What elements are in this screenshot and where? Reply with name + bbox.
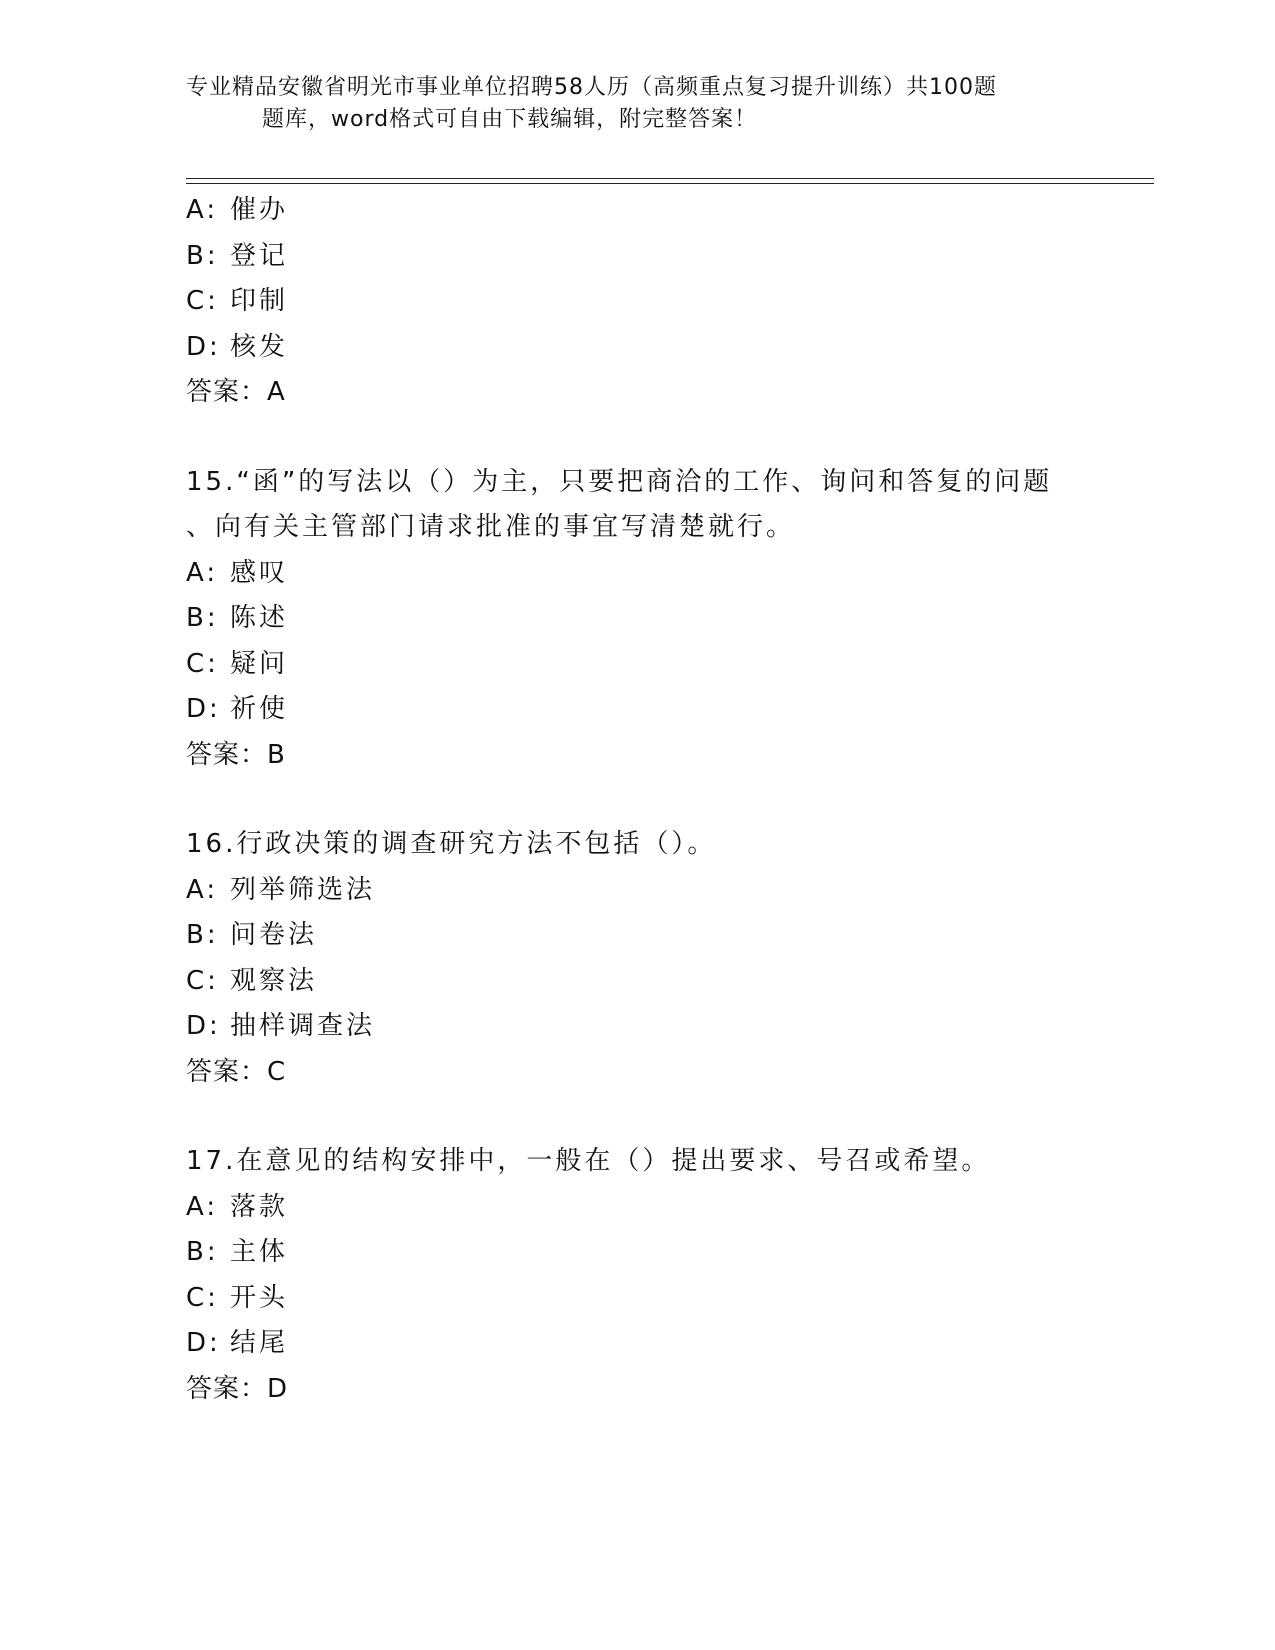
- option-b: B: 主体: [186, 1237, 289, 1267]
- answer-line: 答案：C: [186, 1056, 287, 1087]
- answer-line: 答案：A: [186, 377, 286, 407]
- option-d: D: 核发: [186, 331, 289, 362]
- question-list: [186, 188, 1086, 1412]
- option-b: B: 登记: [186, 240, 289, 271]
- header-divider-bottom: [186, 183, 1154, 184]
- option-a: A: 感叹: [186, 557, 289, 588]
- option-c: C: 疑问: [186, 648, 289, 679]
- option-d: D: 结尾: [186, 1328, 289, 1358]
- option-c: C: 观察法: [186, 965, 318, 996]
- option-b: B: 陈述: [186, 603, 289, 633]
- option-b: B: 问卷法: [186, 920, 318, 950]
- question-text: 16.行政决策的调查研究方法不包括（）。: [186, 829, 717, 859]
- header-title-line1: 专业精品安徽省明光市事业单位招聘58人历（高频重点复习提升训练）共100题: [186, 75, 997, 100]
- question-16: [186, 822, 1086, 1095]
- answer-line: 答案：D: [186, 1373, 289, 1404]
- question-text: 17.在意见的结构安排中，一般在（）提出要求、号召或希望。: [186, 1146, 991, 1176]
- option-d: D: 祈使: [186, 694, 289, 724]
- option-d: D: 抽样调查法: [186, 1011, 376, 1041]
- document-header: [186, 72, 1086, 136]
- option-c: C: 印制: [186, 286, 289, 316]
- option-c: C: 开头: [186, 1282, 289, 1313]
- question-17: [186, 1139, 1086, 1412]
- header-divider-top: [186, 178, 1154, 179]
- answer-line: 答案：B: [186, 739, 286, 770]
- question-14-tail: [186, 188, 1086, 416]
- header-title-line2: 题库，word格式可自由下载编辑，附完整答案！: [262, 107, 758, 132]
- option-a: A: 落款: [186, 1191, 289, 1222]
- question-text: 15.“函”的写法以（）为主，只要把商洽的工作、询问和答复的问题 、向有关主管部门请求批准的事宜写清楚就行。: [186, 466, 1053, 542]
- option-a: A: 列举筛选法: [186, 874, 376, 905]
- question-15: [186, 460, 1086, 779]
- option-a: A: 催办: [186, 195, 289, 225]
